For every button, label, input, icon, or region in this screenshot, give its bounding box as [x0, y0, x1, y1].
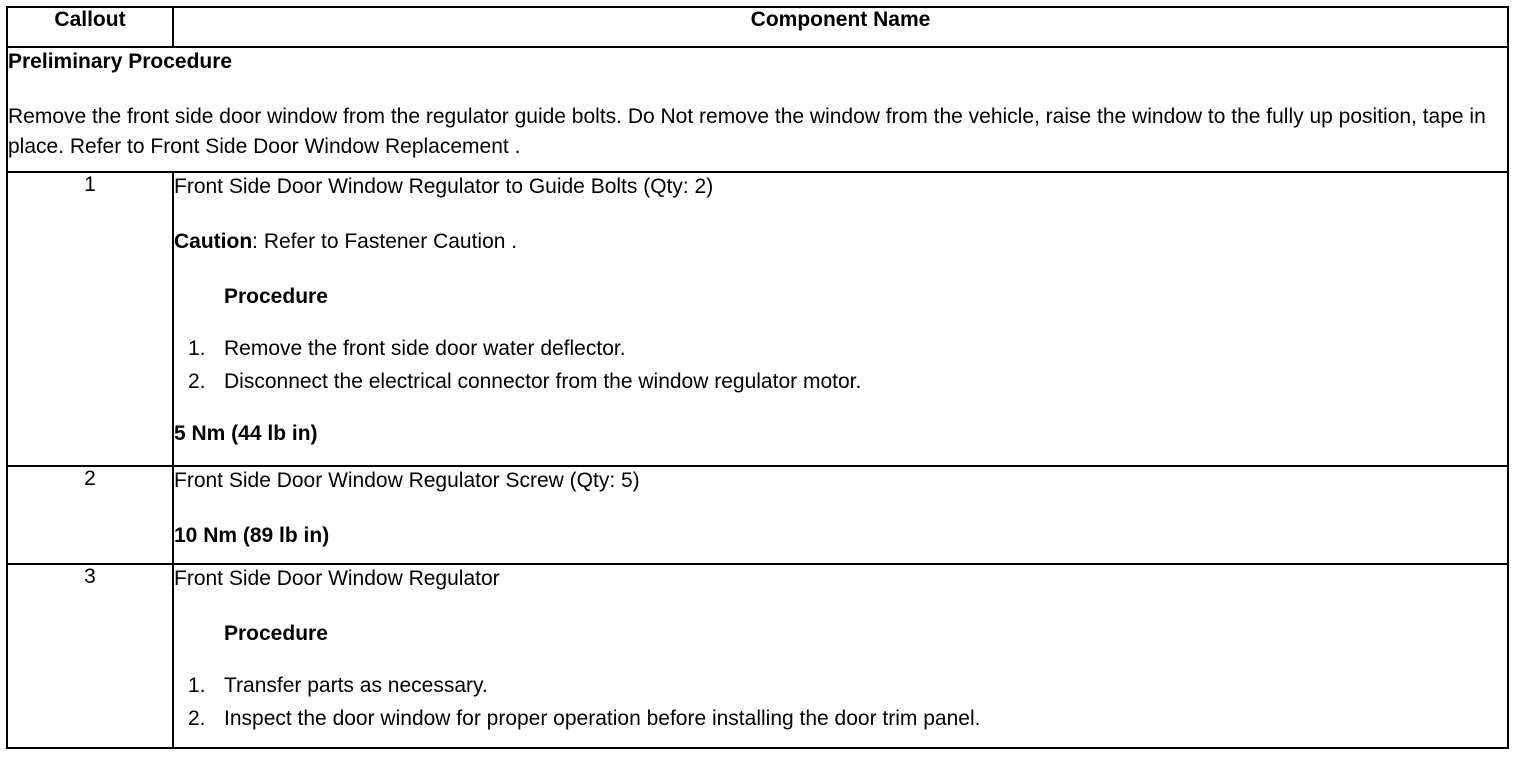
component-name: Front Side Door Window Regulator to Guide Bolts (Qty: 2): [174, 175, 714, 198]
preliminary-cell: [7, 47, 1508, 172]
procedure-steps: [174, 332, 1507, 398]
callout-header: Callout: [7, 7, 173, 47]
component-cell: [173, 564, 1508, 748]
procedure-steps: [174, 669, 1507, 735]
callout-cell: 3: [7, 564, 173, 748]
torque-spec: 10 Nm (89 lb in): [174, 524, 330, 547]
step-number: 2.: [188, 370, 206, 393]
step-text: Remove the front side door water deflector.: [224, 337, 626, 360]
step-number: 1.: [188, 674, 206, 697]
list-item: [174, 365, 1507, 398]
preliminary-title: Preliminary Procedure: [8, 50, 233, 73]
table-row: [7, 466, 1508, 564]
component-cell: [173, 466, 1508, 564]
component-name: Front Side Door Window Regulator Screw (Qty: 5): [174, 469, 640, 492]
callout-cell: 2: [7, 466, 173, 564]
list-item: [174, 702, 1507, 735]
callout-cell: 1: [7, 172, 173, 466]
torque-spec: 5 Nm (44 lb in): [174, 422, 318, 445]
list-item: [174, 669, 1507, 702]
step-number: 1.: [188, 337, 206, 360]
list-item: [174, 332, 1507, 365]
caution-label: Caution: [174, 230, 253, 253]
component-table: [6, 6, 1509, 749]
step-text: Transfer parts as necessary.: [224, 674, 488, 697]
preliminary-text: Remove the front side door window from the regulator guide bolts. Do Not remove the window from the vehicle, raise the window to the fully up position, tape in place. Refer to Front Side Door Window Replacement .: [8, 105, 1486, 158]
component-cell: [173, 172, 1508, 466]
step-number: 2.: [188, 707, 206, 730]
component-name: Front Side Door Window Regulator: [174, 567, 500, 590]
procedure-heading: Procedure: [224, 622, 328, 645]
table-row: [7, 564, 1508, 748]
caution-line: [174, 228, 1507, 256]
header-row: [7, 7, 1508, 47]
step-text: Inspect the door window for proper operation before installing the door trim panel.: [224, 707, 981, 730]
table-row: [7, 172, 1508, 466]
preliminary-row: [7, 47, 1508, 172]
step-text: Disconnect the electrical connector from the window regulator motor.: [224, 370, 862, 393]
caution-text: : Refer to Fastener Caution .: [252, 230, 518, 253]
component-name-header: Component Name: [173, 7, 1508, 47]
procedure-heading: Procedure: [224, 285, 328, 308]
